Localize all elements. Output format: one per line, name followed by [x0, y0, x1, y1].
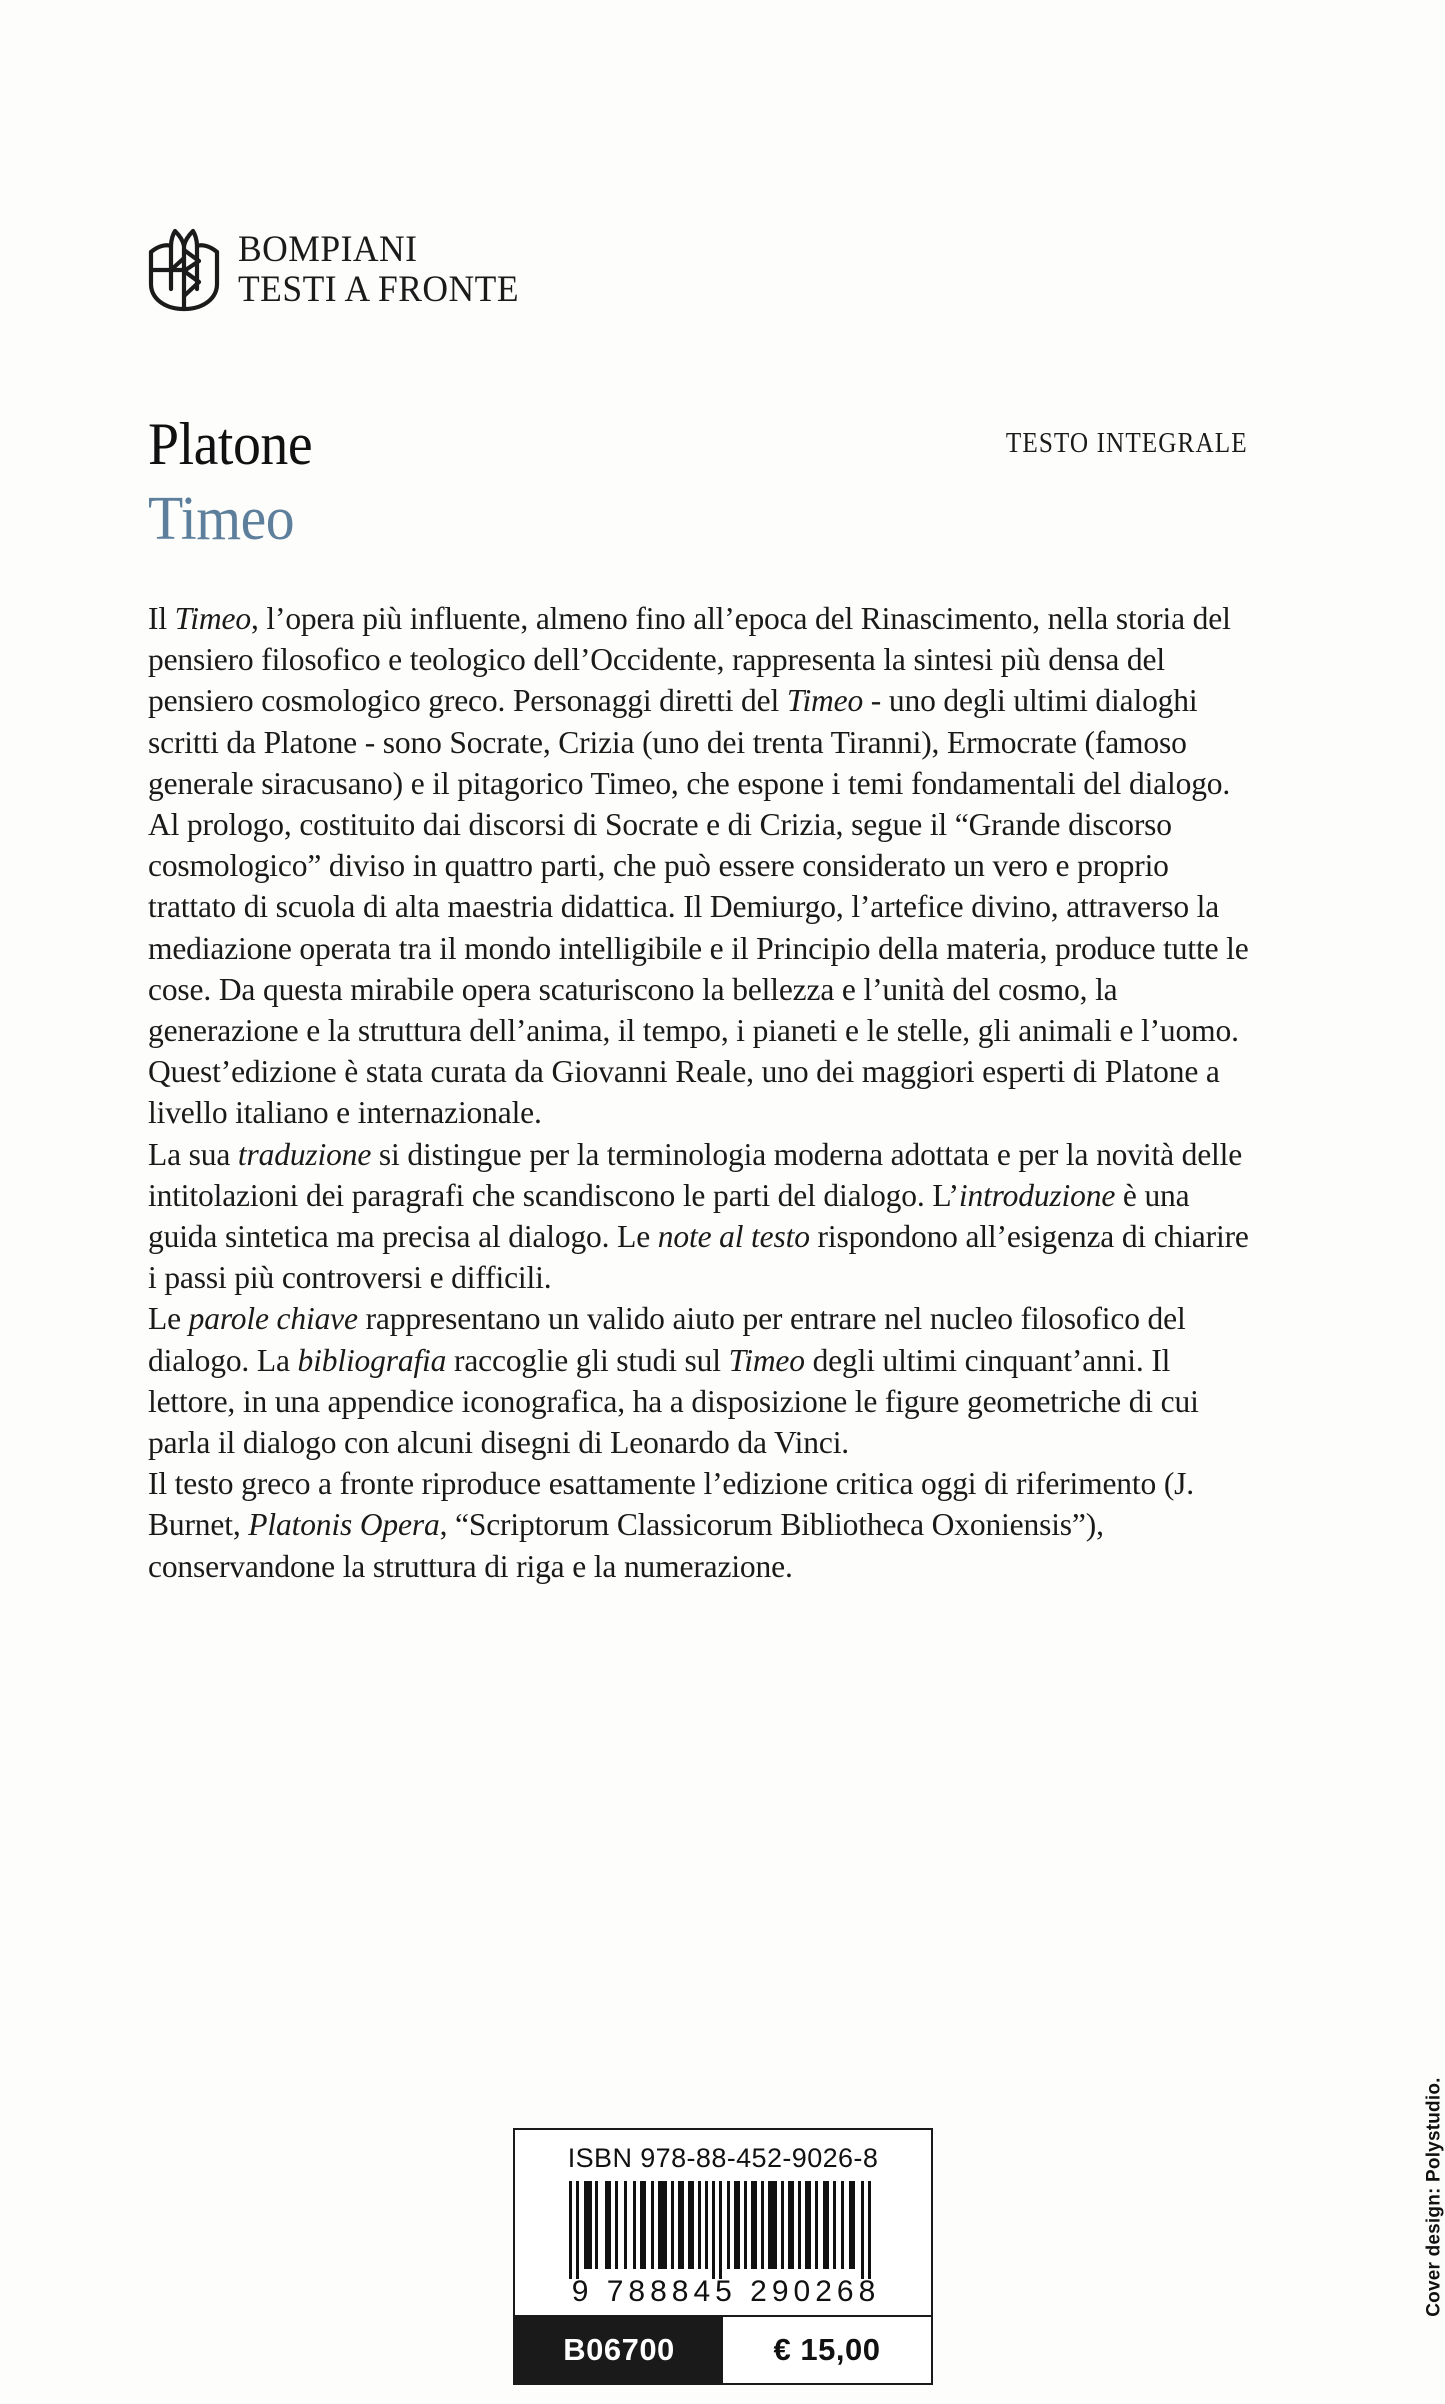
price-label: € 15,00 [723, 2317, 931, 2383]
blurb-text [148, 598, 1253, 1587]
internal-code: B06700 [515, 2317, 723, 2383]
blurb-paragraph: La sua traduzione si distingue per la terminologia moderna adottata e per la novità delle intitolazioni dei paragrafi che scandiscono le parti del dialogo. L’introduzione è una guida sintetica ma precisa al dialogo. Le note al testo rispondono all’esigenza di chiarire i passi più controversi e difficili. [148, 1136, 1249, 1296]
author-name: Platone [148, 411, 313, 477]
barcode-block [513, 2128, 933, 2385]
barcode-bars-icon [567, 2181, 879, 2279]
bompiani-shield-icon [148, 226, 220, 312]
blurb-paragraph: Le parole chiave rappresentano un valido aiuto per entrare nel nucleo filosofico del dialogo. La bibliografia raccoglie gli studi sul Timeo degli ultimi cinquant’anni. Il lettore, in una appendice iconografica, ha a disposizione le figure geometriche di cui parla il dialogo con alcuni disegni di Leonardo da Vinci. [148, 1301, 1199, 1461]
publisher-wordmark [238, 228, 531, 310]
blurb-paragraph: Al prologo, costituito dai discorsi di Socrate e di Crizia, segue il “Grande discorso cosmologico” diviso in quattro parti, che può essere considerato un vero e proprio trattato di scuola di alta maestria didattica. Il Demiurgo, l’artefice divino, attraverso la mediazione operata tra il mondo intelligibile e il Principio della materia, produce tutte le cose. Da questa mirabile opera scaturiscono la bellezza e l’unità del cosmo, la generazione e la struttura dell’anima, il tempo, i pianeti e le stelle, gli animali e l’uomo. Quest’edizione è stata curata da Giovanni Reale, uno dei maggiori esperti di Platone a livello italiano e internazionale. [148, 807, 1249, 1131]
barcode-lower [515, 2315, 931, 2383]
publisher-name: BOMPIANI [238, 228, 418, 270]
cover-design-credit: Cover design: Polystudio. [1423, 2077, 1444, 2317]
blurb-paragraph: Il testo greco a fronte riproduce esattamente l’edizione critica oggi di riferimento (J. Burnet, Platonis Opera, “Scriptorum Classicorum Bibliotheca Oxoniensis”), conservandone la struttura di riga e la numerazione. [148, 1466, 1194, 1584]
barcode-upper [515, 2130, 931, 2315]
ean-digits: 9 788845 290268 [571, 2275, 881, 2308]
publisher-logo [148, 226, 531, 312]
page-title: Timeo [148, 485, 295, 553]
publisher-series: TESTI A FRONTE [238, 268, 520, 310]
isbn-label: ISBN 978-88-452-9026-8 [567, 2143, 879, 2173]
edition-kicker: TESTO INTEGRALE [1006, 428, 1248, 459]
title-block [148, 411, 1248, 553]
blurb-paragraph: Il Timeo, l’opera più influente, almeno fino all’epoca del Rinascimento, nella storia del pensiero filosofico e teologico dell’Occidente, rappresenta la sintesi più densa del pensiero cosmologico greco. Personaggi diretti del Timeo - uno degli ultimi dialoghi scritti da Platone - sono Socrate, Crizia (uno dei trenta Tiranni), Ermocrate (famoso generale siracusano) e il pitagorico Timeo, che espone i temi fondamentali del dialogo. [148, 601, 1231, 801]
